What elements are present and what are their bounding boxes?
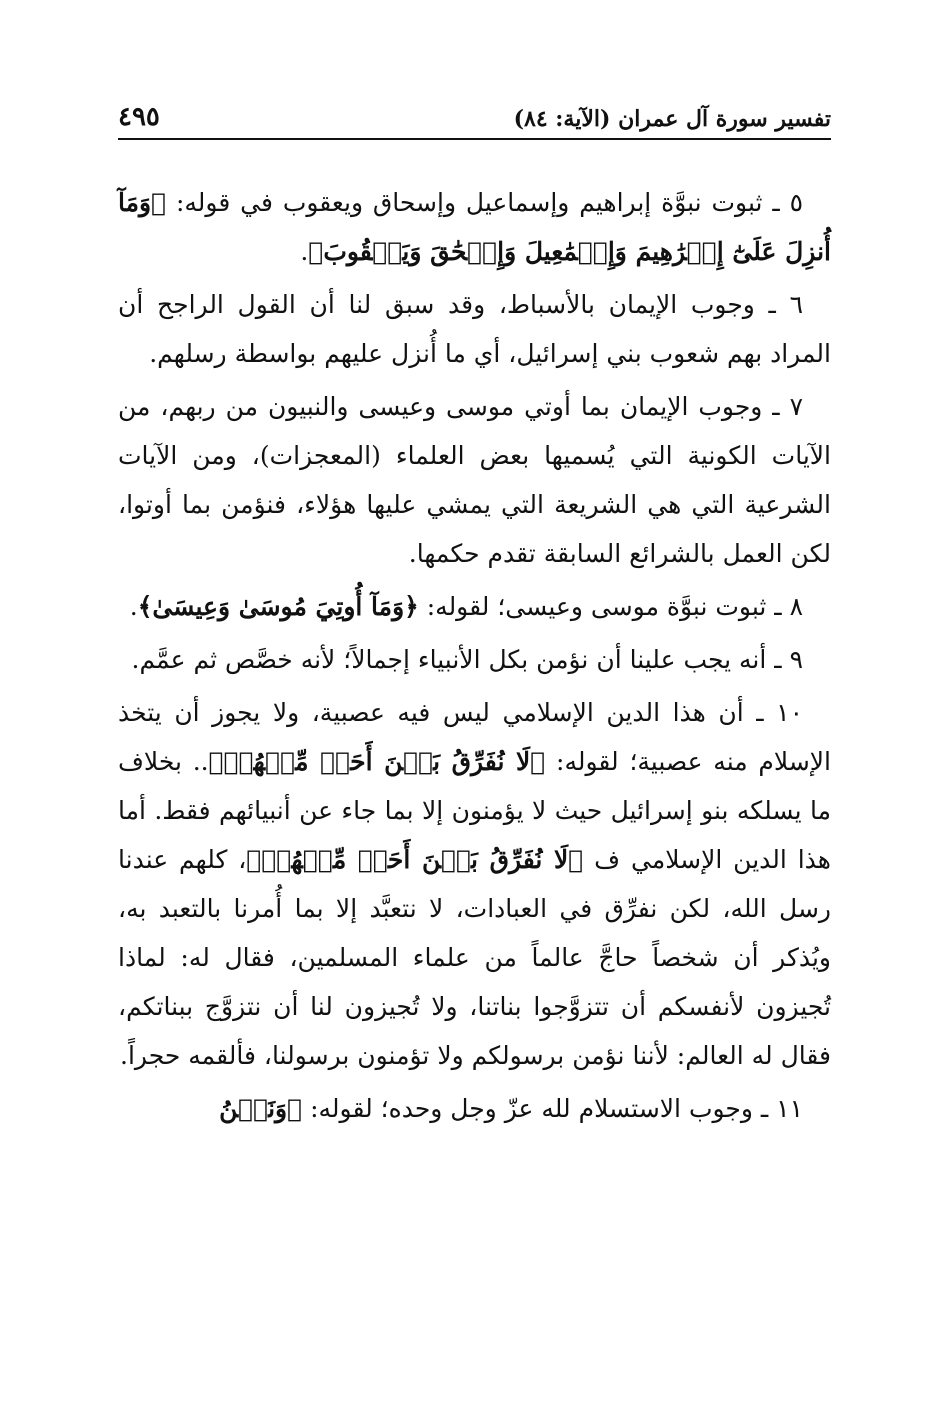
quran-quote: ﴿لَا نُفَرِّقُ بَيۡنَ أَحَدٖ مِّنۡهُمۡ﴾ bbox=[208, 747, 546, 776]
header-title: تفسير سورة آل عمران (الآية: ٨٤) bbox=[513, 106, 831, 132]
paragraph-5 bbox=[118, 178, 831, 276]
quran-quote: ﴿وَمَآ أُوتِيَ مُوسَىٰ وَعِيسَىٰ﴾ bbox=[137, 592, 419, 621]
paragraph-11 bbox=[118, 1084, 831, 1133]
paragraph-8 bbox=[118, 582, 831, 631]
paragraph-text: ٨ ـ ثبوت نبوَّة موسى وعيسى؛ لقوله: bbox=[418, 592, 803, 621]
paragraph-text: ٥ ـ ثبوت نبوَّة إبراهيم وإسماعيل وإسحاق ويعقوب في قوله: bbox=[166, 188, 803, 217]
paragraph-text: . bbox=[300, 237, 309, 266]
quran-quote: ﴿لَا نُفَرِّقُ بَيۡنَ أَحَدٖ مِّنۡهُمۡ﴾ bbox=[246, 845, 584, 874]
paragraph-7: ٧ ـ وجوب الإيمان بما أوتي موسى وعيسى والنبيون من ربهم، من الآيات الكونية التي يُسميها بعض العلماء (المعجزات)، ومن الآيات الشرعية التي هي الشريعة التي يمشي عليها هؤلاء، فنؤمن بما أوتوا، لكن العمل بالشرائع السابقة تقدم حكمها. bbox=[118, 392, 831, 568]
paragraph-10 bbox=[118, 688, 831, 1080]
quran-quote: ﴿وَنَحۡنُ bbox=[219, 1094, 303, 1123]
paragraph-6: ٦ ـ وجوب الإيمان بالأسباط، وقد سبق لنا أن القول الراجح أن المراد بهم شعوب بني إسرائيل، أي ما أُنزل عليهم بواسطة رسلهم. bbox=[118, 290, 831, 368]
paragraph-text: ١٠ ـ أن هذا الدين الإسلامي ليس فيه عصبية، ولا يجوز أن يتخذ الإسلام منه عصبية؛ لقوله: bbox=[118, 698, 831, 776]
paragraph-text: . bbox=[129, 592, 138, 621]
paragraph-text: ١١ ـ وجوب الاستسلام لله عزّ وجل وحده؛ لقوله: bbox=[302, 1094, 803, 1123]
paragraph-text: .. بخلاف ما يسلكه بنو إسرائيل حيث لا يؤمنون إلا بما جاء عن أنبيائهم فقط. أما هذا الدين الإسلامي ف bbox=[118, 747, 831, 874]
running-header bbox=[118, 92, 831, 140]
paragraph-9: ٩ ـ أنه يجب علينا أن نؤمن بكل الأنبياء إجمالاً؛ لأنه خصَّص ثم عمَّم. bbox=[131, 645, 803, 674]
page-number: ٤٩٥ bbox=[118, 102, 160, 132]
quran-quote: ﴿وَمَآ أُنزِلَ عَلَىٰٓ إِبۡرَٰهِيمَ وَإِسۡمَٰعِيلَ وَإِسۡحَٰقَ وَيَعۡقُوبَ﴾ bbox=[118, 188, 831, 266]
paragraph-text: ، كلهم عندنا رسل الله، لكن نفرِّق في العبادات، لا نتعبَّد إلا بما أُمرنا بالتعبد به، ويُذكر أن شخصاً حاجَّ عالماً من علماء المسلمين، فقال له: لماذا تُجيزون لأنفسكم أن تتزوَّجوا بناتنا، ولا تُجيزون لنا أن نتزوَّج ببناتكم، فقال له العالم: لأننا نؤمن برسولكم ولا تؤمنون برسولنا، فألقمه حجراً. bbox=[118, 845, 831, 1070]
body-text bbox=[118, 178, 831, 1137]
